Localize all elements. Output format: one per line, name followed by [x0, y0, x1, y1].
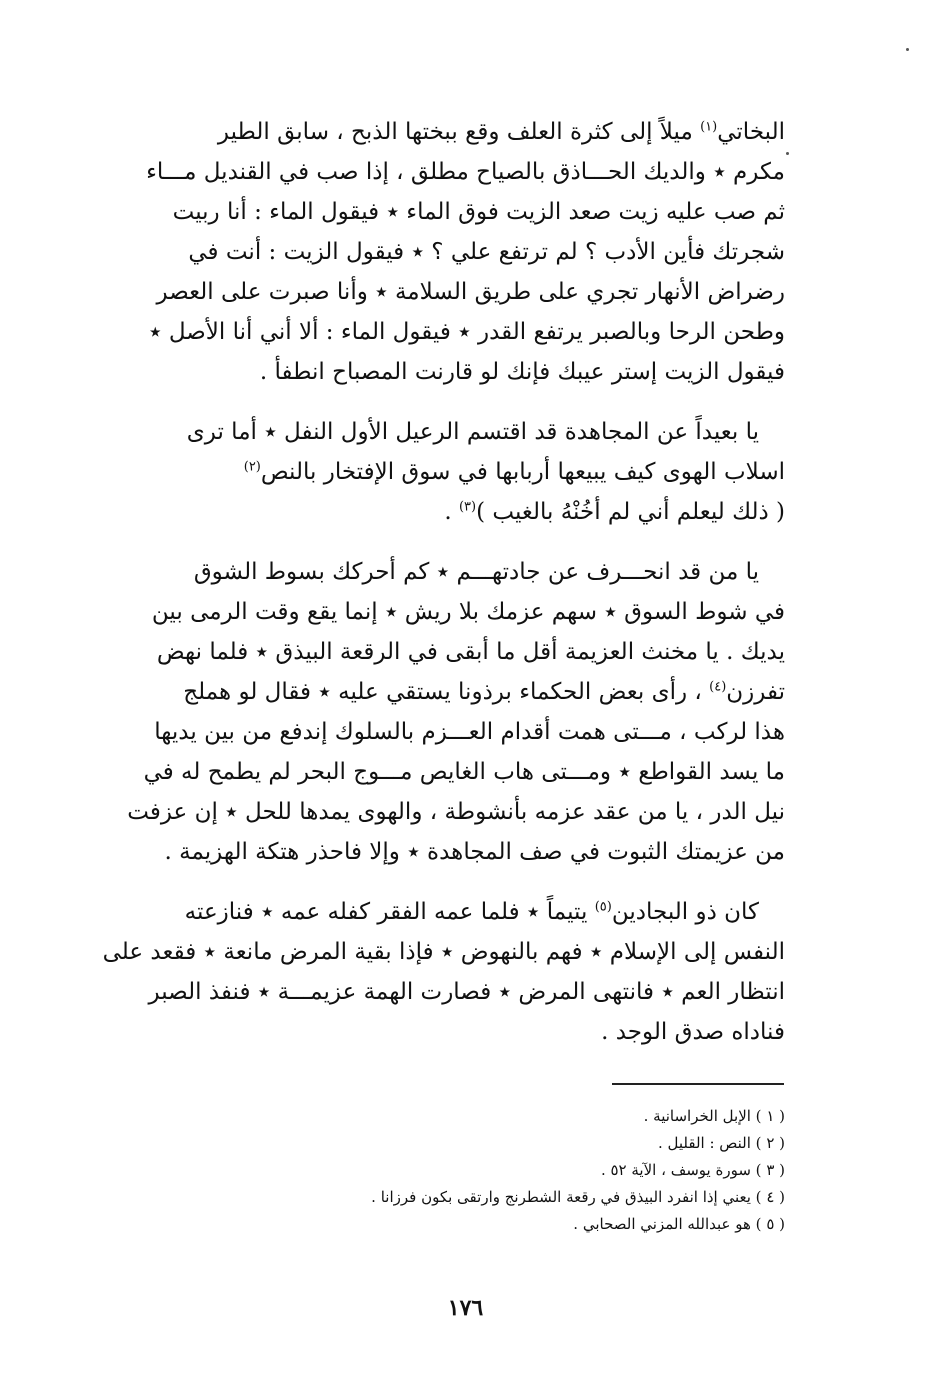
line-text: ، رأى بعض الحكماء برذونا يستقي عليه ٭ فقال لو هملج: [183, 679, 710, 705]
line-text: .: [444, 499, 459, 525]
text-line: شجرتك فأين الأدب ؟ لم ترتفع علي ؟ ٭ فيقول الزيت : أنت في: [188, 239, 785, 265]
main-text: [102, 112, 785, 1072]
text-line: انتظار العم ٭ فانتهى المرض ٭ فصارت الهمة عزيمـــة ٭ فنفذ الصبر: [148, 979, 785, 1005]
text-line: مكرم ٭ والديك الحـــاذق بالصياح مطلق ، إذا صب في القنديل مـــاء: [146, 159, 785, 185]
paragraph-1: [145, 112, 785, 392]
text-line: من عزيمتك الثبوت في صف المجاهدة ٭ وإلا فاحذر هتكة الهزيمة .: [164, 839, 785, 865]
footnote-4: ( ٤ ) يعني إذا انفرد البيذق في رقعة الشطرنج وارتقى بكون فرزانا .: [371, 1188, 785, 1206]
text-line: ما يسد القواطع ٭ ومـــتى هاب الغايص مـــوج البحر لم يطمح له في: [143, 759, 785, 785]
text-line: يديك . يا مخنث العزيمة أقل ما أبقى في الرقعة البيذق ٭ فلما نهض: [156, 639, 785, 665]
footnote-3: ( ٣ ) سورة يوسف ، الآية ٥٢ .: [600, 1161, 785, 1179]
page-number: ١٧٦: [447, 1295, 484, 1321]
footnote-5: ( ٥ ) هو عبدالله المزني الصحابي .: [573, 1215, 785, 1233]
line-text: ( ذلك ليعلم أني لم أخُنْهُ بالغيب ): [476, 499, 785, 525]
text-line: رضراض الأنهار تجري على طريق السلامة ٭ وأنا صبرت على العصر: [156, 279, 785, 305]
text-line: فيقول الزيت إستر عيبك فإنك لو قارنت المصباح انطفأ .: [259, 359, 785, 385]
text-line: في شوط السوق ٭ سهم عزمك بلا ريش ٭ إنما يقع وقت الرمى بين: [151, 599, 785, 625]
text-line: [145, 492, 785, 532]
text-line: وطحن الرحا وبالصبر يرتفع القدر ٭ فيقول الماء : ألا أني أنا الأصل ٭: [148, 319, 785, 345]
line-text: كان ذو البجادين: [611, 899, 759, 925]
paragraph-3: [127, 552, 785, 872]
line-text: البخاتي: [717, 119, 785, 145]
footnote-ref: (٥): [594, 899, 612, 915]
text-line: يا بعيداً عن المجاهدة قد اقتسم الرعيل الأول النفل ٭ أما ترى: [186, 419, 759, 445]
text-line: [145, 892, 785, 932]
footnotes: [200, 1103, 785, 1238]
footnote-ref: (١): [700, 119, 718, 135]
line-text: يتيماً ٭ فلما عمه الفقر كفله عمه ٭ فنازعته: [184, 899, 595, 925]
text-line: فناداه صدق الوجد .: [601, 1019, 785, 1045]
text-line: هذا لركب ، مـــتى همت أقدام العـــزم بالسلوك إندفع من بين يديها: [154, 719, 785, 745]
line-text: اسلاب الهوى كيف يبيعها أربابها في سوق الإفتخار بالنص: [260, 459, 785, 485]
line-text: ميلاً إلى كثرة العلف وقع ببختها الذبح ، سابق الطير: [217, 119, 701, 145]
footnote-separator: [612, 1083, 784, 1085]
text-line: ثم صب عليه زيت صعد الزيت فوق الماء ٭ فيقول الماء : أنا ربيت: [172, 199, 785, 225]
footnote-2: ( ٢ ) النص : القليل .: [657, 1134, 785, 1152]
footnote-ref: (٤): [709, 679, 727, 695]
paragraph-2: [145, 412, 785, 532]
scan-speck: [786, 152, 789, 155]
paragraph-4: [102, 892, 785, 1052]
footnote-1: ( ١ ) الإبل الخراسانية .: [643, 1107, 785, 1125]
text-line: نيل الدر ، يا من عقد عزمه بأنشوطة ، والهوى يمدها للحل ٭ إن عزفت: [127, 799, 785, 825]
scan-speck: [906, 48, 909, 51]
footnote-ref: (٢): [243, 459, 261, 475]
text-line: [145, 672, 785, 712]
text-line: النفس إلى الإسلام ٭ فهم بالنهوض ٭ فإذا بقية المرض مانعة ٭ فقعد على: [102, 939, 785, 965]
text-line: [145, 112, 785, 152]
line-text: تفرزن: [726, 679, 785, 705]
text-line: [145, 452, 785, 492]
footnote-ref: (٣): [458, 499, 477, 515]
text-line: يا من قد انحـــرف عن جادتهـــم ٭ كم أحركك بسوط الشوق: [193, 559, 759, 585]
